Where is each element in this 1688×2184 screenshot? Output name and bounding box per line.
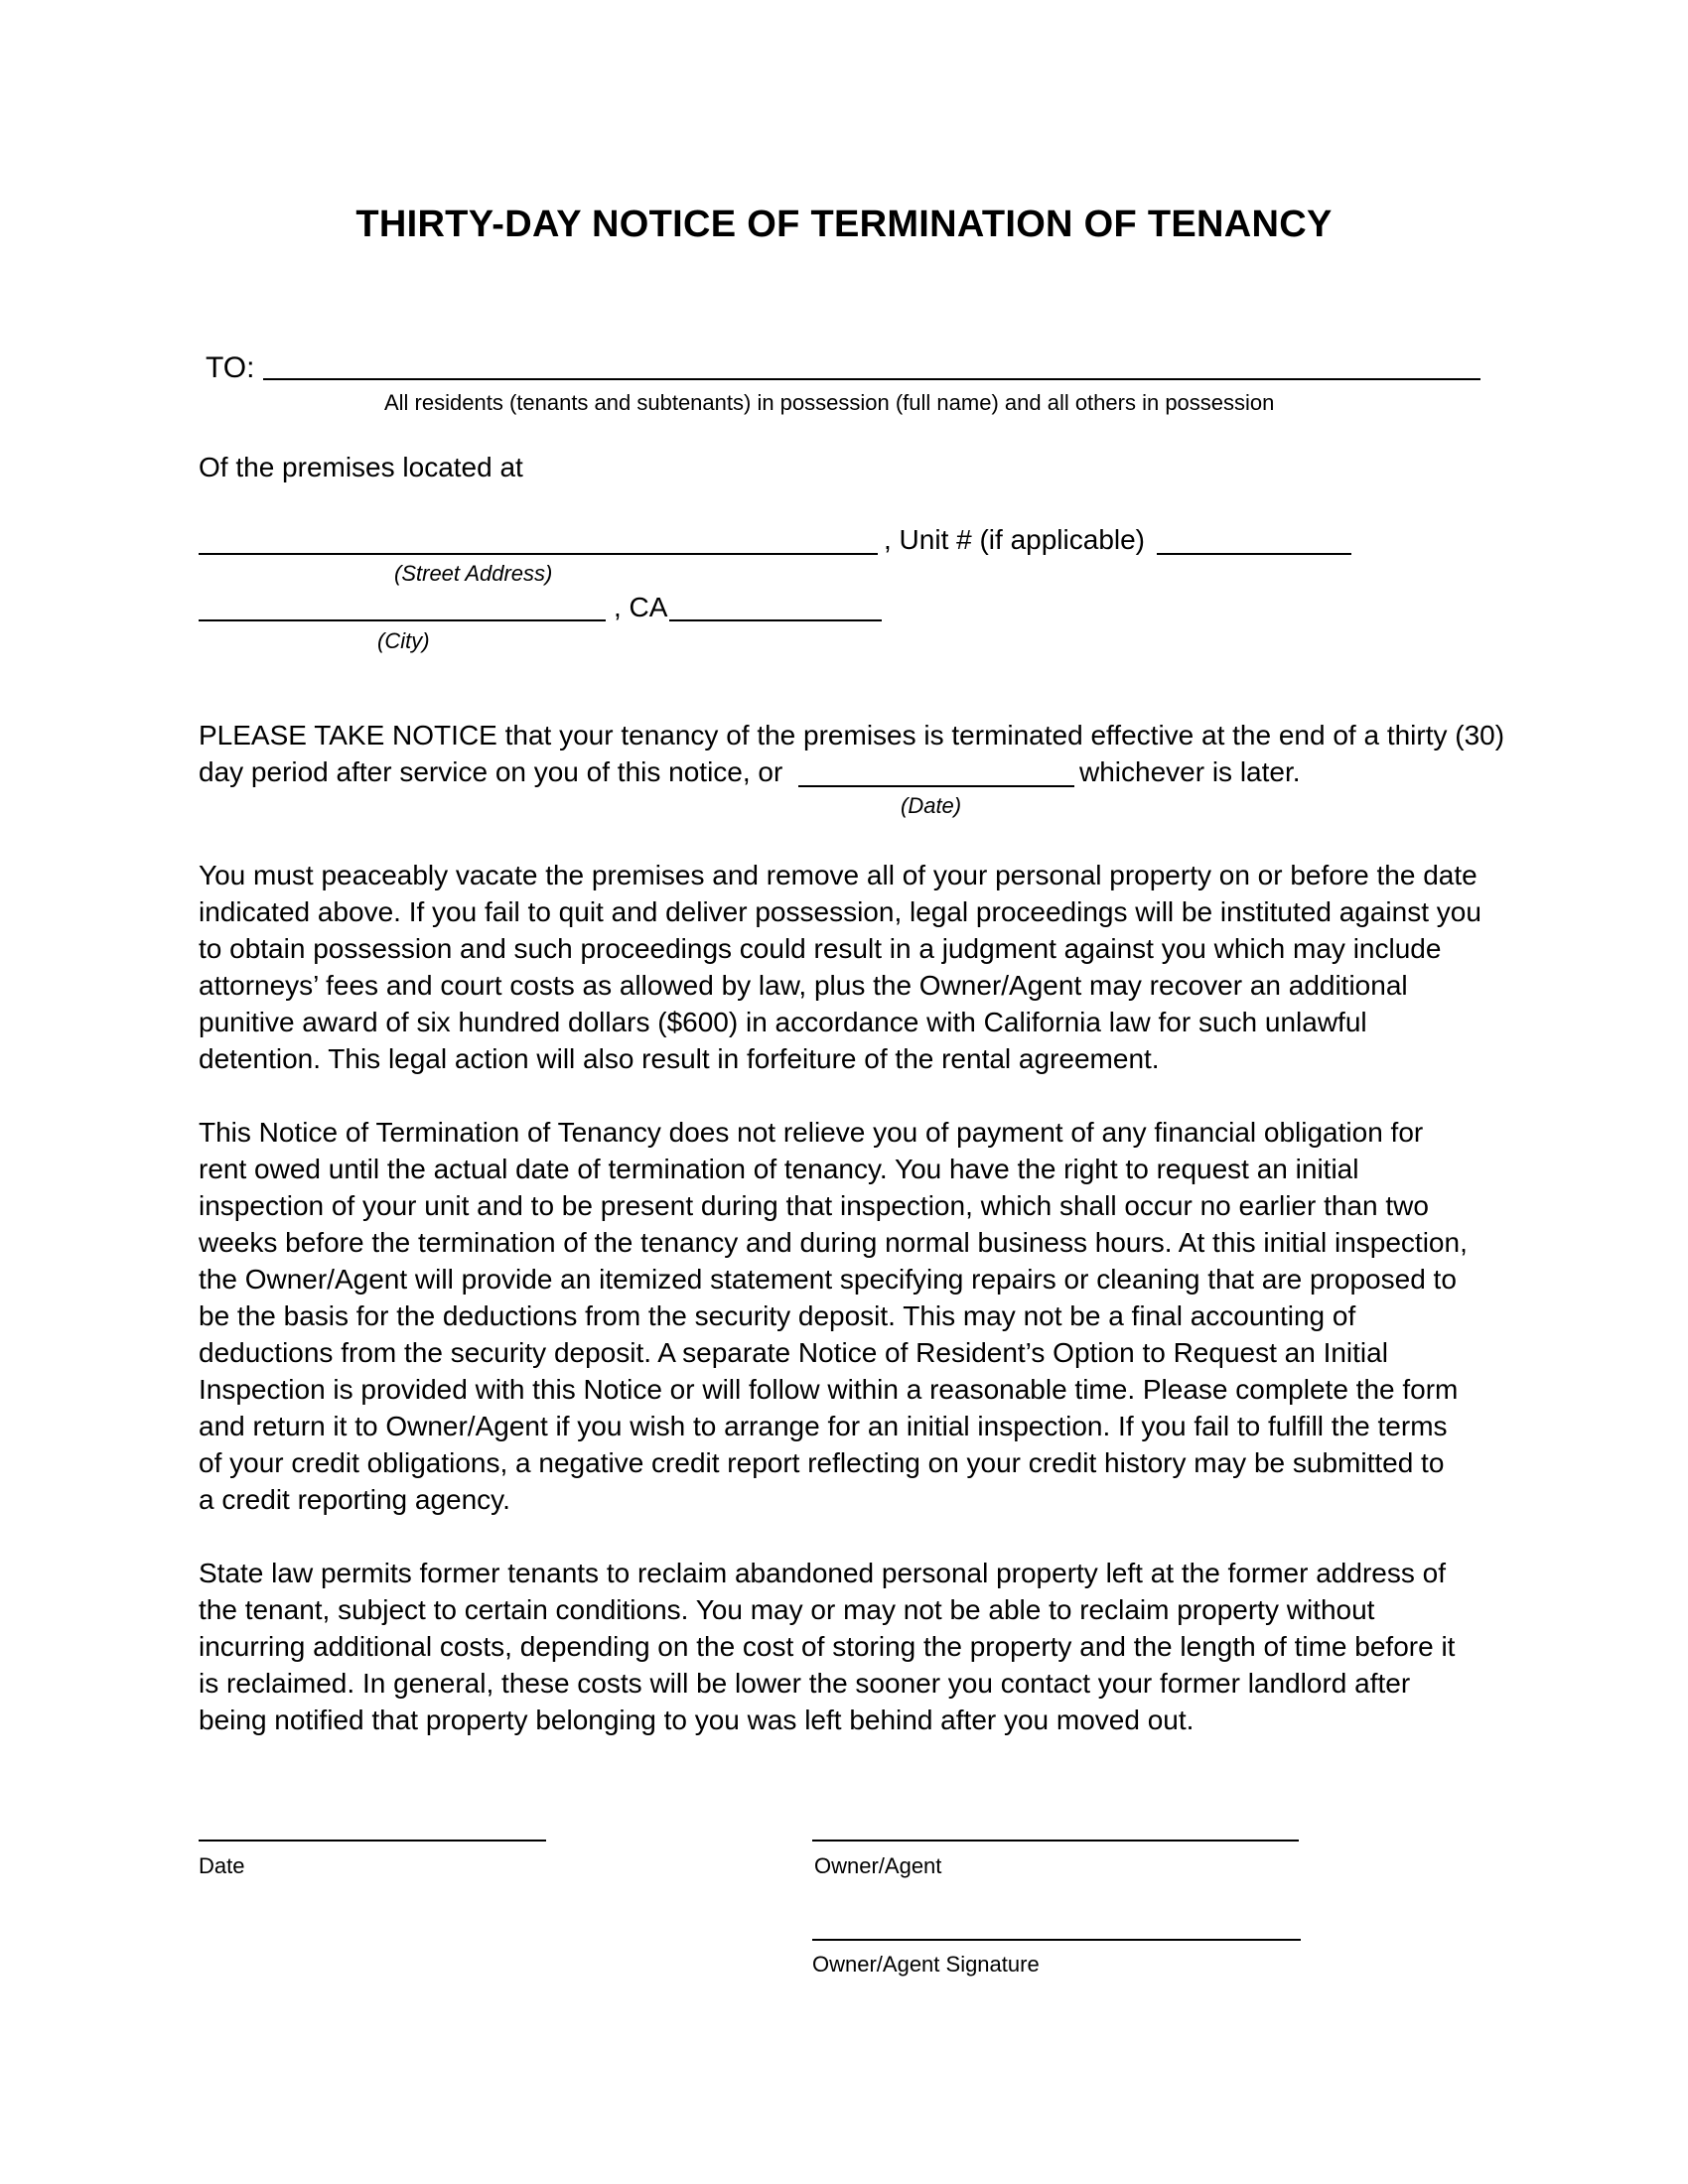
- vacate-paragraph: [199, 857, 1494, 1077]
- paragraph-line: a credit reporting agency.: [199, 1484, 510, 1515]
- paragraph-line: being notified that property belonging to you was left behind after you moved out.: [199, 1705, 1195, 1735]
- signature-date-label: Date: [199, 1853, 245, 1878]
- page-title: THIRTY-DAY NOTICE OF TERMINATION OF TENANCY: [355, 204, 1333, 245]
- paragraph-line: to obtain possession and such proceedings could result in a judgment against you which may include: [199, 933, 1442, 964]
- abandoned-property-paragraph: [199, 1555, 1494, 1738]
- paragraph-line: detention. This legal action will also result in forfeiture of the rental agreement.: [199, 1043, 1160, 1074]
- paragraph-line: rent owed until the actual date of termination of tenancy. You have the right to request an initial: [199, 1154, 1359, 1184]
- termination-date-field[interactable]: [798, 785, 1074, 787]
- paragraph-line: State law permits former tenants to reclaim abandoned personal property left at the former address of: [199, 1558, 1446, 1588]
- owner-agent-signature-label: Owner/Agent Signature: [812, 1952, 1040, 1977]
- street-address-field[interactable]: [199, 553, 878, 555]
- paragraph-line: and return it to Owner/Agent if you wish to arrange for an initial inspection. If you fail to fulfill the terms: [199, 1411, 1448, 1441]
- paragraph-line: Inspection is provided with this Notice or will follow within a reasonable time. Please complete the form: [199, 1374, 1459, 1405]
- obligations-paragraph: [199, 1114, 1494, 1518]
- street-caption: (Street Address): [394, 561, 553, 586]
- city-field[interactable]: [199, 619, 606, 621]
- paragraph-line: the tenant, subject to certain conditions. You may or may not be able to reclaim property without: [199, 1594, 1375, 1625]
- owner-agent-signature-field[interactable]: [812, 1939, 1301, 1941]
- paragraph-line: be the basis for the deductions from the security deposit. This may not be a final accounting of: [199, 1300, 1356, 1331]
- paragraph-line: indicated above. If you fail to quit and deliver possession, legal proceedings will be instituted against you: [199, 896, 1481, 927]
- city-caption: (City): [377, 628, 430, 653]
- owner-agent-label: Owner/Agent: [814, 1853, 942, 1878]
- ca-label: , CA: [614, 592, 668, 622]
- unit-field[interactable]: [1157, 553, 1351, 555]
- paragraph-line: attorneys’ fees and court costs as allowed by law, plus the Owner/Agent may recover an additional: [199, 970, 1408, 1001]
- owner-agent-field[interactable]: [812, 1840, 1299, 1842]
- zip-field[interactable]: [669, 619, 882, 621]
- to-caption: All residents (tenants and subtenants) in possession (full name) and all others in possession: [384, 390, 1275, 415]
- paragraph-line: is reclaimed. In general, these costs will be lower the sooner you contact your former landlord after: [199, 1668, 1411, 1699]
- paragraph-line: punitive award of six hundred dollars ($600) in accordance with California law for such unlawful: [199, 1007, 1367, 1037]
- paragraph-line: incurring additional costs, depending on the cost of storing the property and the length of time before it: [199, 1631, 1456, 1662]
- date-caption: (Date): [901, 793, 962, 818]
- paragraph-line: of your credit obligations, a negative credit report reflecting on your credit history may be submitted to: [199, 1447, 1445, 1478]
- notice-line-2a: day period after service on you of this notice, or: [199, 756, 783, 787]
- paragraph-line: You must peaceably vacate the premises and remove all of your personal property on or before the date: [199, 860, 1477, 890]
- paragraph-line: This Notice of Termination of Tenancy does not relieve you of payment of any financial obligation for: [199, 1117, 1424, 1148]
- paragraph-line: weeks before the termination of the tenancy and during normal business hours. At this initial inspection,: [199, 1227, 1468, 1258]
- premises-label: Of the premises located at: [199, 452, 523, 482]
- paragraph-line: the Owner/Agent will provide an itemized statement specifying repairs or cleaning that are proposed to: [199, 1264, 1457, 1295]
- notice-line-1: PLEASE TAKE NOTICE that your tenancy of the premises is terminated effective at the end of a thirty (30): [199, 720, 1505, 751]
- paragraph-line: inspection of your unit and to be present during that inspection, which shall occur no earlier than two: [199, 1190, 1429, 1221]
- to-label: TO:: [206, 351, 255, 384]
- unit-label: , Unit # (if applicable): [884, 524, 1146, 555]
- notice-line-2b: whichever is later.: [1079, 756, 1301, 787]
- date-signature-field[interactable]: [199, 1840, 546, 1842]
- paragraph-line: deductions from the security deposit. A separate Notice of Resident’s Option to Request an Initial: [199, 1337, 1388, 1368]
- to-field[interactable]: [263, 378, 1480, 380]
